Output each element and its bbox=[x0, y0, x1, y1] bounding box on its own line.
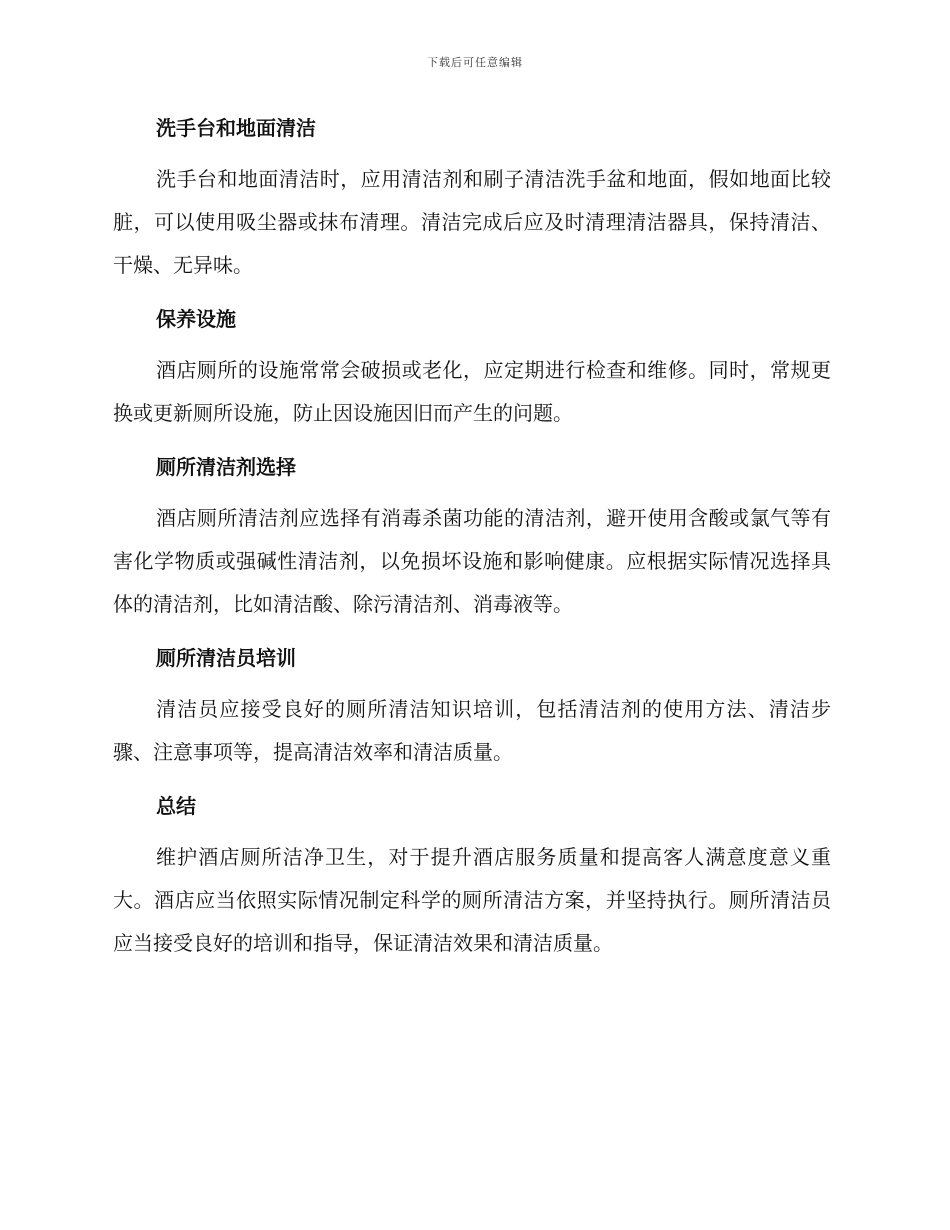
section-staff-training bbox=[113, 638, 831, 774]
document-body bbox=[113, 108, 831, 977]
section-summary bbox=[113, 786, 831, 965]
section-sink-floor-cleaning bbox=[113, 108, 831, 287]
section-cleaner-selection bbox=[113, 447, 831, 626]
section-paragraph: 清洁员应接受良好的厕所清洁知识培训，包括清洁剂的使用方法、清洁步骤、注意事项等，提高清洁效率和清洁质量。 bbox=[113, 697, 831, 764]
page-header: 下载后可任意编辑 bbox=[427, 56, 523, 69]
section-heading: 总结 bbox=[156, 794, 196, 818]
section-heading: 保养设施 bbox=[156, 307, 236, 331]
section-paragraph: 维护酒店厕所洁净卫生，对于提升酒店服务质量和提高客人满意度意义重大。酒店应当依照实际情况制定科学的厕所清洁方案，并坚持执行。厕所清洁员应当接受良好的培训和指导，保证清洁效果和清洁质量。 bbox=[113, 845, 831, 955]
section-paragraph: 洗手台和地面清洁时，应用清洁剂和刷子清洁洗手盆和地面，假如地面比较脏，可以使用吸尘器或抹布清理。清洁完成后应及时清理清洁器具，保持清洁、干燥、无异味。 bbox=[113, 167, 831, 277]
section-paragraph: 酒店厕所的设施常常会破损或老化，应定期进行检查和维修。同时，常规更换或更新厕所设施，防止因设施因旧而产生的问题。 bbox=[113, 358, 831, 425]
section-paragraph: 酒店厕所清洁剂应选择有消毒杀菌功能的清洁剂，避开使用含酸或氯气等有害化学物质或强碱性清洁剂，以免损坏设施和影响健康。应根据实际情况选择具体的清洁剂，比如清洁酸、除污清洁剂、消毒液等。 bbox=[113, 506, 831, 616]
section-facility-maintenance bbox=[113, 299, 831, 435]
section-heading: 洗手台和地面清洁 bbox=[156, 116, 316, 140]
section-heading: 厕所清洁剂选择 bbox=[156, 455, 296, 479]
section-heading: 厕所清洁员培训 bbox=[156, 646, 296, 670]
